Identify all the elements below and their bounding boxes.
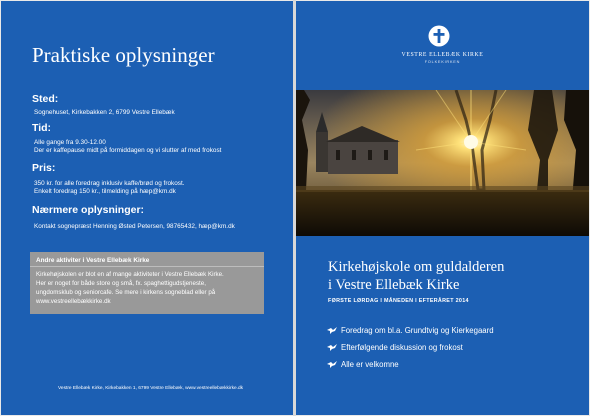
- event-subtitle: FØRSTE LØRDAG I MÅNEDEN I EFTERÅRET 2014: [328, 298, 469, 304]
- tid-heading: Tid:: [32, 122, 52, 134]
- pris-text-2: Enkelt foredrag 150 kr., tilmelding på hæp@km.dk: [34, 188, 176, 195]
- event-title-line-1: Kirkehøjskole om guldalderen: [328, 259, 505, 275]
- pris-text-1: 350 kr. for alle foredrag inklusiv kaffe/brød og frokost.: [34, 180, 185, 187]
- info-heading: Nærmere oplysninger:: [32, 204, 145, 216]
- sted-text: Sognehuset, Kirkebakken 2, 6799 Vestre Ellebæk: [34, 109, 175, 116]
- activities-box-title: Andre aktiviter i Vestre Ellebæk Kirke: [36, 257, 150, 264]
- bullet-item: [327, 343, 463, 352]
- folkekirken-logo-text: FOLKEKIRKEN: [424, 60, 461, 64]
- right-page: [296, 1, 589, 415]
- activities-box-line: ungdomsklub og seniorcafe. Se mere i kirkens sogneblad eller på: [36, 289, 216, 296]
- event-title-line-2: i Vestre Ellebæk Kirke: [328, 277, 460, 293]
- activities-box-line: Her er noget for både store og små, fx. spaghettigudstjeneste,: [36, 280, 206, 287]
- tid-text-1: Alle gange fra 9.30-12.00: [34, 139, 106, 146]
- sted-heading: Sted:: [32, 93, 59, 105]
- bullet-item: [327, 326, 494, 335]
- activities-box-line: Kirkehøjskolen er blot en af mange aktiviteter i Vestre Ellebæk Kirke.: [36, 271, 224, 278]
- church-sunset-photo: [296, 90, 589, 236]
- activities-box-divider: [30, 266, 264, 267]
- left-page: [1, 1, 293, 415]
- activities-box-link[interactable]: www.vestreellebækkirke.dk: [36, 298, 111, 305]
- dove-icon: [327, 344, 337, 351]
- pris-heading: Pris:: [32, 162, 56, 174]
- dove-icon: [327, 327, 337, 334]
- page-title: Praktiske oplysninger: [32, 43, 215, 67]
- bullet-item: [327, 360, 399, 369]
- info-text: Kontakt sognepræst Henning Østed Petersen, 98765432, hæp@km.dk: [34, 223, 235, 230]
- activities-box: [30, 252, 264, 314]
- tid-text-2: Der er kaffepause midt på formiddagen og vi slutter af med frokost: [34, 147, 222, 154]
- page-footer: Vestre Ellebæk Kirke, Kirkebakken 1, 6799 Vestre Ellebæk, www.vestreellebækkirke.dk: [58, 386, 244, 391]
- bullet-text: Efterfølgende diskussion og frokost: [341, 343, 463, 352]
- bullet-text: Alle er velkomne: [341, 360, 399, 369]
- church-cross-logo-icon: [428, 25, 450, 47]
- bullet-text: Foredrag om bl.a. Grundtvig og Kierkegaard: [341, 326, 494, 335]
- dove-icon: [327, 361, 337, 368]
- church-name-logo: VESTRE ELLEBÆK KIRKE: [401, 52, 484, 58]
